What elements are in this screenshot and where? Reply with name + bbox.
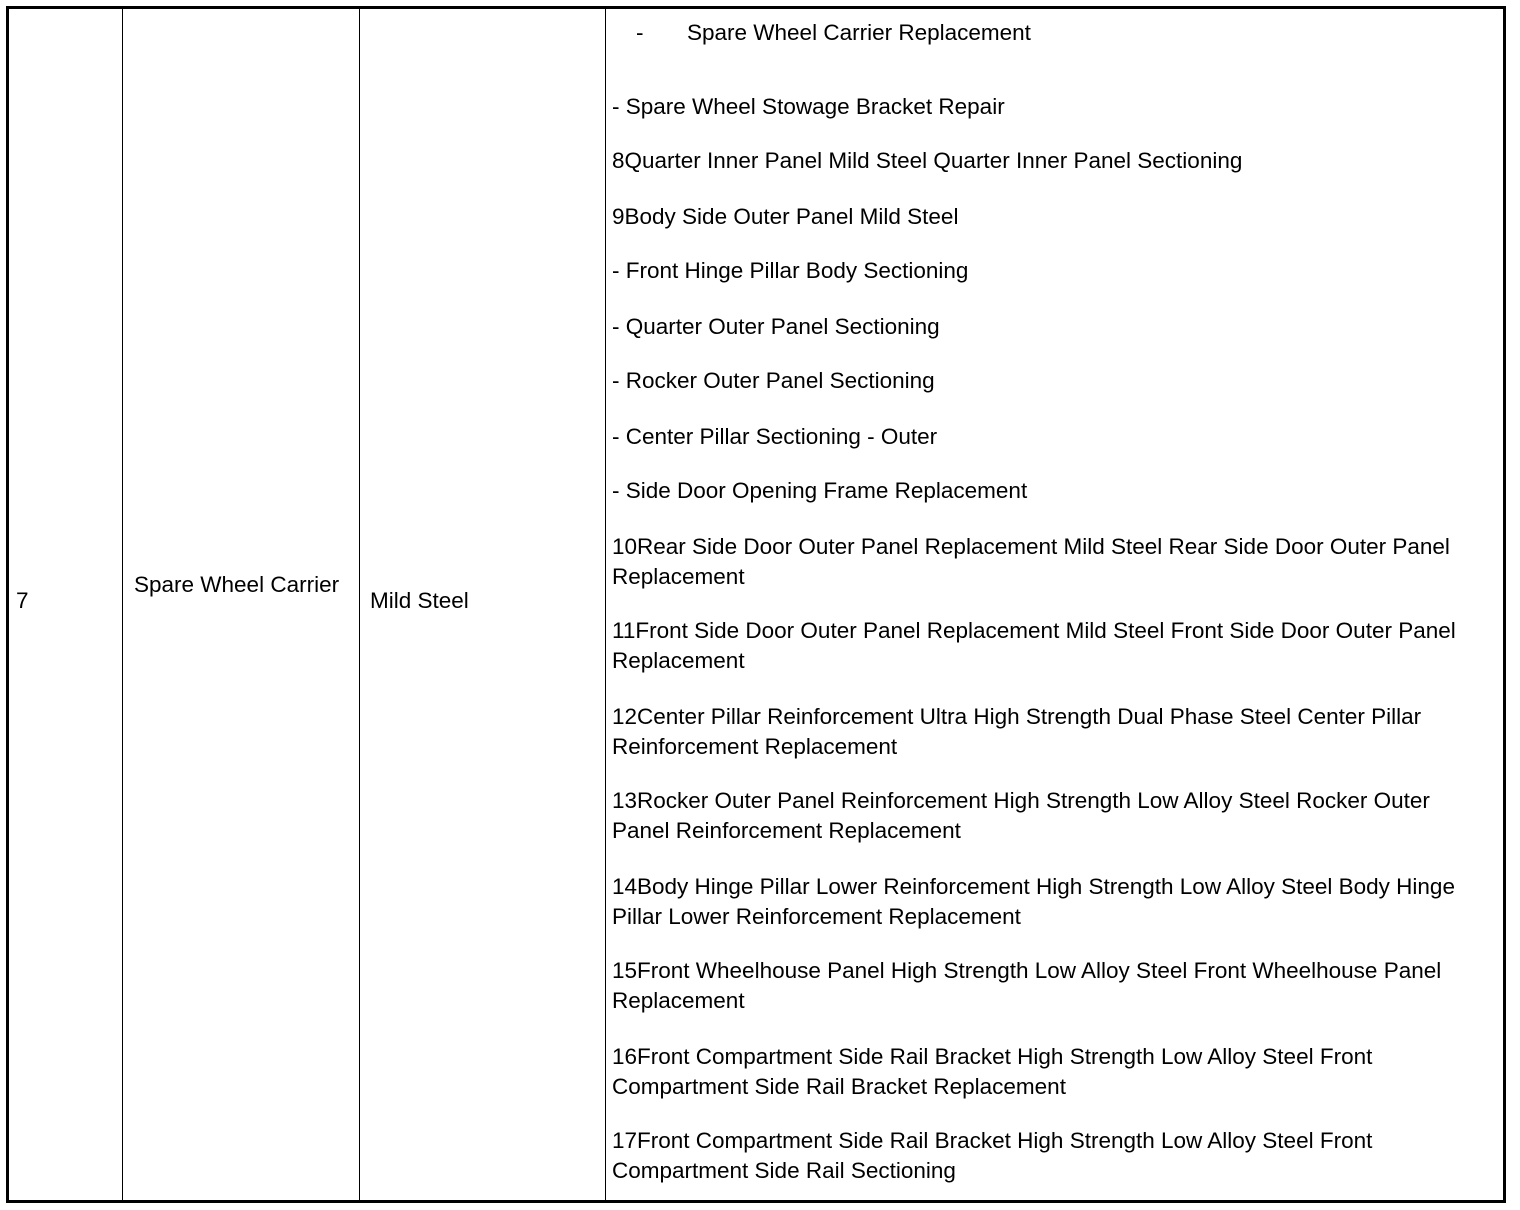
procedure-entry-first	[636, 18, 1031, 48]
procedure-entry: - Center Pillar Sectioning - Outer	[612, 424, 938, 449]
procedure-entry: 13Rocker Outer Panel Reinforcement High Strength Low Alloy Steel Rocker Outer Panel Reinforcement Replacement	[612, 788, 1430, 843]
column-divider	[605, 9, 606, 1200]
material: Mild Steel	[370, 588, 469, 613]
procedure-entry: 12Center Pillar Reinforcement Ultra High Strength Dual Phase Steel Center Pillar Reinforcement Replacement	[612, 704, 1422, 759]
procedure-entry: - Spare Wheel Stowage Bracket Repair	[612, 94, 1005, 119]
procedure-entry: 9Body Side Outer Panel Mild Steel	[612, 204, 959, 229]
procedure-entry: 10Rear Side Door Outer Panel Replacement Mild Steel Rear Side Door Outer Panel Replacement	[612, 534, 1450, 589]
row-number: 7	[16, 588, 29, 613]
column-divider	[122, 9, 123, 1200]
procedure-table	[6, 6, 1506, 1203]
part-name: Spare Wheel Carrier	[134, 572, 340, 597]
procedure-entry: 8Quarter Inner Panel Mild Steel Quarter Inner Panel Sectioning	[612, 148, 1243, 173]
procedure-entry: 17Front Compartment Side Rail Bracket High Strength Low Alloy Steel Front Compartment Side Rail Sectioning	[612, 1128, 1373, 1183]
bullet-dash: -	[636, 20, 644, 45]
procedure-entry: 14Body Hinge Pillar Lower Reinforcement High Strength Low Alloy Steel Body Hinge Pillar Lower Reinforcement Replacement	[612, 874, 1455, 929]
procedure-entry: 15Front Wheelhouse Panel High Strength Low Alloy Steel Front Wheelhouse Panel Replacement	[612, 958, 1442, 1013]
procedure-entry: 11Front Side Door Outer Panel Replacement Mild Steel Front Side Door Outer Panel Replacement	[612, 618, 1456, 673]
procedure-entry: - Rocker Outer Panel Sectioning	[612, 368, 935, 393]
procedure-entry: 16Front Compartment Side Rail Bracket High Strength Low Alloy Steel Front Compartment Side Rail Bracket Replacement	[612, 1044, 1373, 1099]
column-divider	[359, 9, 360, 1200]
procedure-entry-text: Spare Wheel Carrier Replacement	[687, 20, 1031, 45]
procedure-entry: - Quarter Outer Panel Sectioning	[612, 314, 940, 339]
procedure-entry: - Front Hinge Pillar Body Sectioning	[612, 258, 969, 283]
procedure-entry: - Side Door Opening Frame Replacement	[612, 478, 1028, 503]
